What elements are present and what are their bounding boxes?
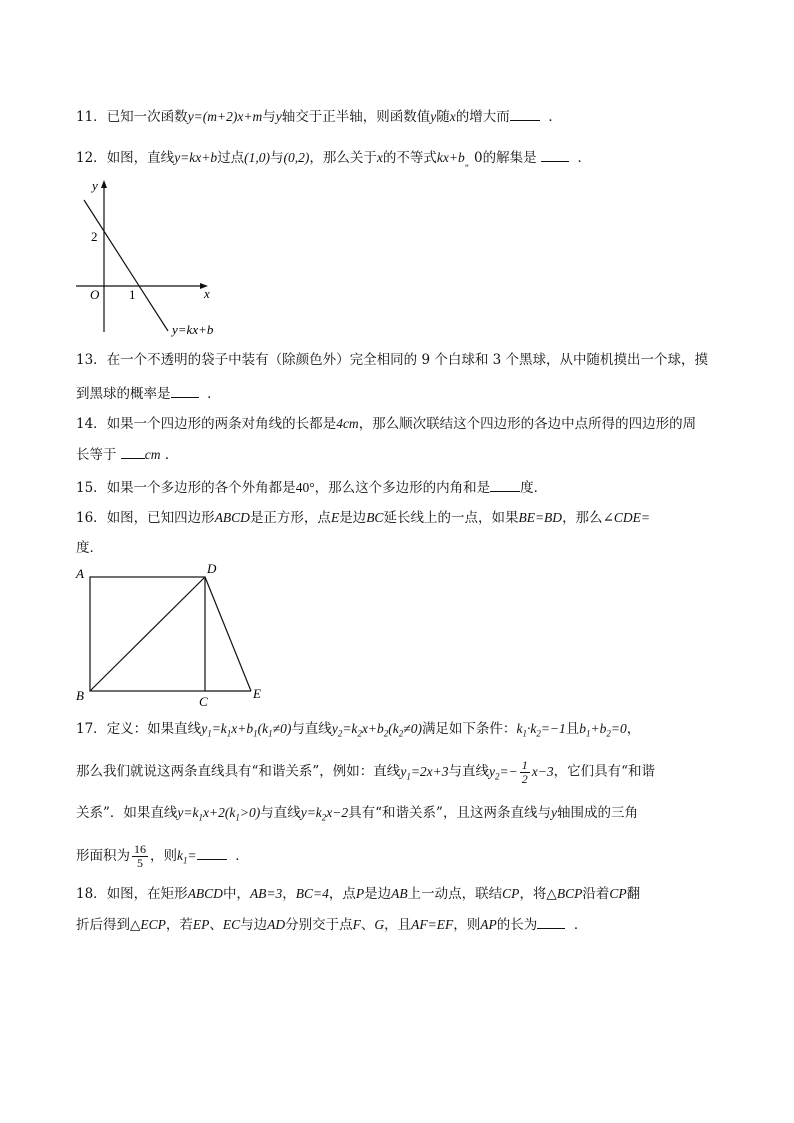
text: 沿着	[582, 886, 610, 902]
point: (0,2)	[283, 150, 310, 165]
text: 那么我们就说这两条直线具有“和谐关系”，例如：直线	[76, 763, 401, 780]
y-axis-label: y	[92, 178, 98, 193]
fraction-area	[132, 843, 148, 870]
symbol: =−	[499, 763, 518, 779]
symbol: ≠0)	[403, 721, 422, 736]
symbol: ·k	[526, 721, 537, 736]
subscript: 1	[253, 728, 258, 739]
text: ，则	[453, 917, 481, 933]
text: 与	[262, 109, 276, 125]
unit: cm	[144, 447, 161, 462]
text: ，那么这个多边形的内角和是	[314, 480, 491, 496]
variable: y	[550, 805, 557, 820]
label-b: B	[76, 688, 84, 703]
text: ，则	[150, 848, 177, 864]
y-tick-label: 2	[91, 229, 98, 244]
text: 与直线	[291, 721, 332, 737]
segment-name: EP	[192, 917, 210, 932]
text: ．	[207, 386, 221, 402]
symbol: =2x+3	[410, 763, 449, 779]
text: 关系”．如果直线	[76, 805, 178, 821]
text: 形面积为	[76, 848, 130, 864]
example-equation-2	[489, 758, 554, 786]
label-e: E	[253, 686, 261, 701]
symbol: x+b	[231, 721, 254, 736]
question-16	[76, 508, 650, 528]
answer-blank[interactable]	[121, 444, 145, 459]
condition	[579, 721, 627, 739]
text: 具有“和谐关系”，且这两条直线与	[348, 805, 551, 821]
text: 0	[469, 150, 483, 166]
answer-blank[interactable]	[171, 383, 199, 398]
subscript: 2	[398, 728, 404, 739]
text: 到黑球的概率是	[76, 386, 171, 402]
symbol: y	[400, 763, 407, 779]
text: 分别交于点	[285, 917, 353, 933]
text: 已知一次函数	[106, 109, 188, 125]
text: 如果一个四边形的两条对角线的长都是	[106, 416, 337, 432]
text: 随	[436, 109, 450, 125]
symbol: =0	[610, 721, 627, 736]
origin-label: O	[90, 287, 100, 302]
inequality-sign: „	[464, 157, 470, 168]
equation-1	[201, 721, 292, 739]
condition: AB=3	[249, 886, 283, 901]
q16-figure	[70, 560, 270, 710]
question-16-line-2	[76, 538, 103, 558]
numerator: 1	[521, 758, 528, 772]
q12-graph	[70, 178, 250, 340]
text: ，将△	[519, 886, 557, 902]
text: ，	[282, 886, 296, 902]
text: 度．	[520, 480, 548, 496]
text: 与直线	[448, 763, 490, 780]
question-11	[76, 106, 562, 127]
subscript: 2	[495, 771, 500, 782]
line-label: y=kx+b	[172, 322, 214, 337]
subscript: 1	[207, 728, 212, 739]
variable: x	[376, 150, 383, 165]
text: ，若	[165, 917, 193, 933]
text: 如果一个多边形的各个外角都是	[106, 480, 296, 496]
equation-4	[300, 805, 349, 823]
symbol: k	[516, 721, 523, 736]
question-17-line-3	[76, 803, 638, 828]
symbol: y=k	[300, 805, 322, 820]
subscript: 1	[268, 728, 273, 739]
text: 与	[270, 150, 284, 166]
question-number: 14．	[76, 416, 107, 432]
text: ，那么关于	[309, 150, 377, 166]
text: ，那么顺次联结这个四边形的各边中点所得的四边形的周	[358, 416, 697, 432]
symbol: k	[177, 848, 183, 863]
symbol: x+b	[361, 721, 384, 736]
symbol: (k	[257, 721, 269, 736]
example-equation-1	[400, 763, 449, 782]
text: 、	[209, 917, 223, 933]
answer-blank[interactable]	[197, 845, 227, 860]
question-15	[76, 477, 547, 498]
text: 与边	[240, 917, 268, 933]
triangle-name: ECP	[140, 917, 166, 932]
text: ，那么	[562, 510, 603, 526]
diagonal-bd	[90, 577, 205, 691]
angle-value: 40°	[295, 480, 315, 495]
triangle-name: BCP	[556, 886, 583, 901]
question-14-line-2	[76, 444, 178, 465]
question-17-line-4	[76, 843, 249, 871]
text: 如图，已知四边形	[106, 510, 215, 526]
condition	[516, 721, 566, 739]
x-tick-label: 1	[129, 287, 136, 302]
question-number: 12．	[76, 150, 107, 166]
text: 定义：如果直线	[106, 721, 202, 737]
line-kx-plus-b	[84, 200, 168, 331]
text: 折后得到△	[76, 917, 141, 933]
subscript: 1	[406, 771, 411, 782]
denominator: 2	[521, 772, 528, 786]
question-number: 11．	[76, 109, 107, 125]
label-c: C	[199, 694, 208, 709]
question-12	[76, 147, 591, 173]
point-name: E	[330, 510, 340, 525]
question-number: 17．	[76, 721, 107, 737]
subscript: 2	[337, 728, 343, 739]
symbol: b	[579, 721, 587, 736]
subscript: 1	[586, 728, 591, 739]
segment-name: AP	[480, 917, 497, 932]
inequality: kx+b	[436, 150, 465, 165]
text: ．	[573, 917, 588, 933]
subscript: 2	[536, 728, 541, 739]
symbol: y	[489, 763, 496, 779]
segment-name: CP	[609, 886, 627, 901]
subscript: 2	[383, 728, 389, 739]
question-number: 13．	[76, 352, 107, 368]
text: 轴围成的三角	[556, 805, 638, 821]
segment-de	[205, 577, 251, 691]
text: ，	[626, 721, 641, 737]
question-14	[76, 414, 696, 434]
label-a: A	[76, 566, 84, 581]
symbol: x−2	[326, 805, 349, 820]
rectangle-name: ABCD	[187, 886, 223, 901]
subscript: 2	[357, 728, 362, 739]
numerator: 16	[134, 842, 146, 856]
fraction-one-half	[520, 759, 530, 786]
question-18-line-2	[76, 914, 587, 935]
text: 在一个不透明的袋子中装有（除颜色外）完全相同的 9 个白球和 3 个黑球，从中随机摸出一个球，摸	[106, 352, 709, 368]
text: 是边	[364, 886, 392, 902]
question-number: 16．	[76, 510, 107, 526]
question-13-line-2	[76, 383, 221, 404]
text: 过点	[217, 150, 245, 166]
subscript: 2	[606, 728, 611, 739]
text: 如图，在矩形	[106, 886, 188, 902]
text: ，且	[384, 917, 412, 933]
point-name: F	[352, 917, 361, 932]
text: 、	[360, 917, 375, 933]
symbol: >0)	[239, 805, 261, 820]
question-number: 18．	[76, 886, 107, 902]
answer-blank[interactable]	[541, 147, 569, 162]
text: ．	[548, 109, 562, 125]
segment-name: EC	[222, 917, 241, 932]
equation: y=kx+b	[174, 150, 218, 165]
quadrilateral-name: ABCD	[214, 510, 250, 525]
text: ．	[235, 848, 249, 864]
text: 中，	[222, 886, 250, 902]
symbol: y=k	[177, 805, 199, 820]
answer-blank[interactable]	[490, 477, 520, 492]
symbol: x+2(k	[203, 805, 236, 820]
text: 且	[565, 721, 580, 737]
symbol: y	[201, 721, 208, 736]
question-18	[76, 884, 640, 904]
equation-3	[177, 805, 261, 823]
denominator: 5	[137, 856, 143, 870]
subscript: 1	[226, 728, 232, 739]
symbol: x−3	[531, 763, 554, 779]
text: 长等于	[76, 447, 117, 463]
subscript: 1	[235, 812, 240, 823]
equation-2	[331, 721, 422, 739]
text: ，它们具有“和谐	[553, 763, 656, 780]
equation: y=(m+2)x+m	[187, 109, 263, 124]
text: 的增大而	[455, 109, 510, 125]
symbol: y	[331, 721, 338, 736]
symbol: =	[187, 848, 197, 863]
text: 度．	[76, 540, 103, 556]
symbol: ≠0)	[272, 721, 292, 736]
text: ，点	[328, 886, 356, 902]
answer-blank[interactable]	[510, 106, 540, 121]
text: 与直线	[260, 805, 301, 821]
text: 的长为	[496, 917, 538, 933]
y-axis-arrow	[101, 180, 107, 188]
segment-name: AD	[267, 917, 286, 932]
question-17	[76, 719, 640, 744]
subscript: 1	[183, 855, 188, 866]
variable: y	[275, 109, 282, 124]
segment-name: AB	[391, 886, 408, 901]
symbol: =−1	[540, 721, 566, 736]
point-name: P	[355, 886, 365, 901]
label-d: D	[207, 561, 217, 576]
question-13	[76, 350, 708, 370]
symbol: +b	[590, 721, 607, 736]
text: 满足如下条件：	[421, 721, 517, 737]
variable: x	[449, 109, 456, 124]
subscript: 1	[522, 728, 527, 739]
length-value: 4cm	[336, 416, 359, 431]
answer-expression	[177, 848, 197, 866]
point: (1,0)	[244, 150, 271, 165]
text: 是正方形，点	[249, 510, 331, 526]
symbol: =k	[211, 721, 227, 736]
text: 如图，直线	[106, 150, 175, 166]
text: 上一动点，联结	[407, 886, 503, 902]
segment-name: CP	[502, 886, 520, 901]
variable: y	[430, 109, 437, 124]
x-axis-label: x	[204, 286, 210, 301]
text: 是边	[339, 510, 367, 526]
subscript: 1	[198, 812, 203, 823]
segment-name: BC	[366, 510, 384, 525]
symbol: =k	[342, 721, 358, 736]
text: 翻	[626, 886, 641, 902]
angle-expression: ∠CDE=	[602, 510, 650, 525]
condition: BE=BD	[518, 510, 563, 525]
text: ．	[164, 447, 179, 463]
point-name: G	[374, 917, 385, 932]
answer-blank[interactable]	[537, 914, 565, 929]
text: 的不等式	[382, 150, 437, 166]
text: 延长线上的一点，如果	[383, 510, 519, 526]
question-number: 15．	[76, 480, 107, 496]
question-17-line-2	[76, 759, 655, 786]
subscript: 2	[321, 812, 327, 823]
text: 的解集是	[482, 150, 537, 166]
condition: AF=EF	[411, 917, 454, 932]
text: 轴交于正半轴，则函数值	[281, 109, 431, 125]
text: ．	[577, 150, 592, 166]
symbol: (k	[388, 721, 399, 736]
condition: BC=4	[295, 886, 329, 901]
